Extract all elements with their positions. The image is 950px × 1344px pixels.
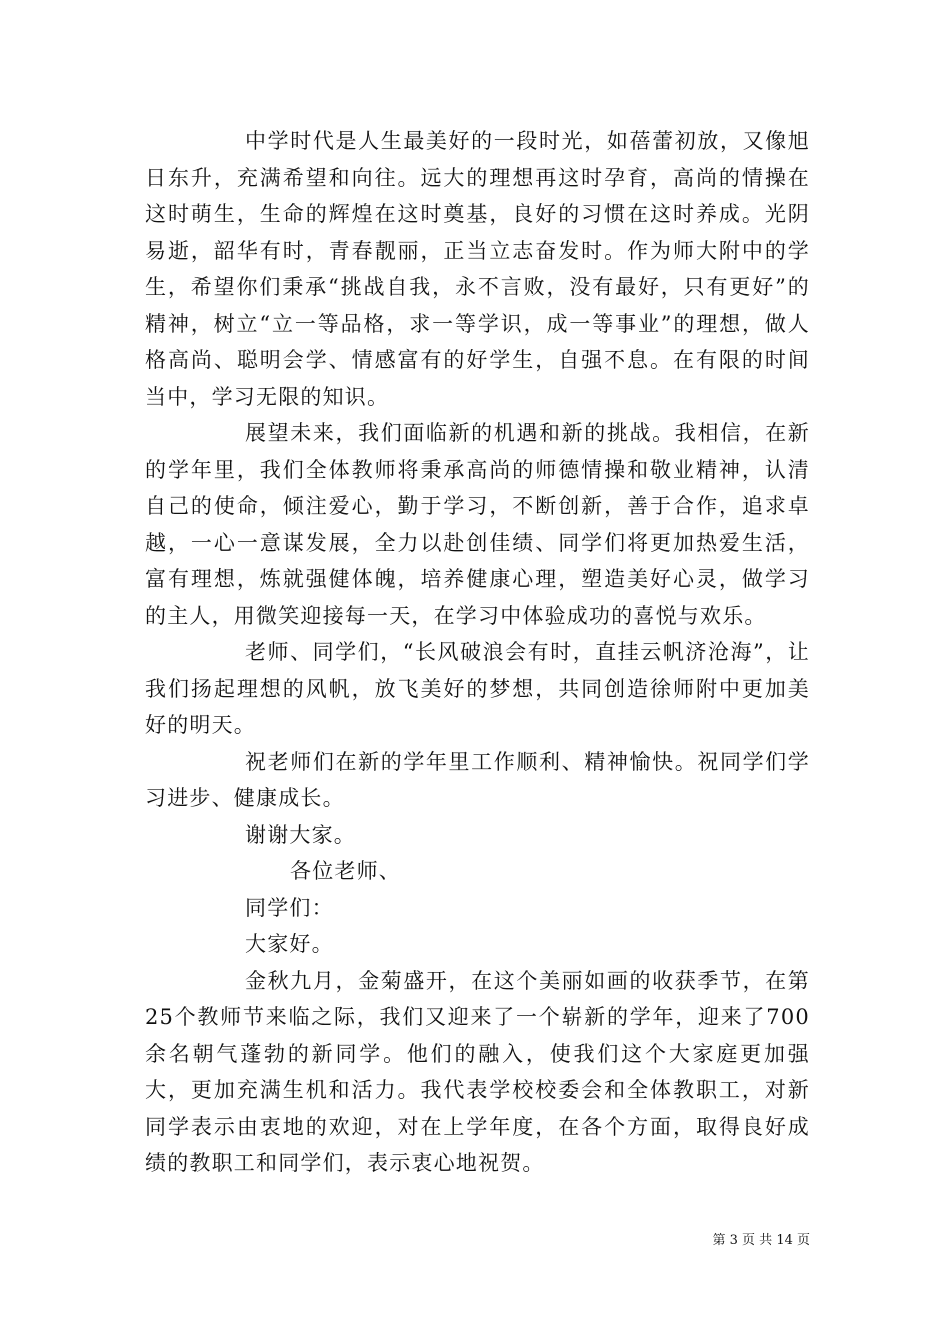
paragraph-salutation-teachers: 各位老师、: [290, 859, 401, 883]
paragraph-greeting: 大家好。: [245, 932, 334, 956]
paragraph-outlook: 展望未来，我们面临新的机遇和新的挑战。我相信，在新的学年里，我们全体教师将秉承高尚的师德情操和敬业精神，认清自己的使命，倾注爱心，勤于学习，不断创新，善于合作，追求卓越，一心一意谋发展，全力以赴创佳绩、同学们将更加热爱生活，富有理想，炼就强健体魄，培养健康心理，塑造美好心灵，做学习的主人，用微笑迎接每一天，在学习中体验成功的喜悦与欢乐。: [145, 421, 810, 628]
paragraph-call-to-action: 老师、同学们，“长风破浪会有时，直挂云帆济沧海”，让我们扬起理想的风帆，放飞美好的梦想，共同创造徐师附中更加美好的明天。: [145, 640, 810, 737]
paragraph-wishes: 祝老师们在新的学年里工作顺利、精神愉快。祝同学们学习进步、健康成长。: [145, 749, 810, 810]
paragraph-thanks: 谢谢大家。: [245, 822, 356, 847]
paragraph-autumn-welcome: 金秋九月，金菊盛开，在这个美丽如画的收获季节，在第25个教师节来临之际，我们又迎来了一个崭新的学年，迎来了700余名朝气蓬勃的新同学。他们的融入，使我们这个大家庭更加强大，更加充满生机和活力。我代表学校校委会和全体教职工，对新同学表示由衷地的欢迎，对在上学年度，在各个方面，取得良好成绩的教职工和同学们，表示衷心地祝贺。: [145, 968, 810, 1175]
paragraph-youth: 中学时代是人生最美好的一段时光，如蓓蕾初放，又像旭日东升，充满希望和向往。远大的理想再这时孕育，高尚的情操在这时萌生，生命的辉煌在这时奠基，良好的习惯在这时养成。光阴易逝，韶华有时，青春靓丽，正当立志奋发时。作为师大附中的学生，希望你们秉承“挑战自我，永不言败，没有最好，只有更好”的精神，树立“立一等品格，求一等学识，成一等事业”的理想，做人格高尚、聪明会学、情感富有的好学生，自强不息。在有限的时间当中，学习无限的知识。: [145, 129, 810, 409]
paragraph-salutation-students: 同学们：: [245, 895, 334, 920]
document-body: [145, 123, 810, 1182]
page-number-footer: 第 3 页 共 14 页: [712, 1233, 810, 1248]
